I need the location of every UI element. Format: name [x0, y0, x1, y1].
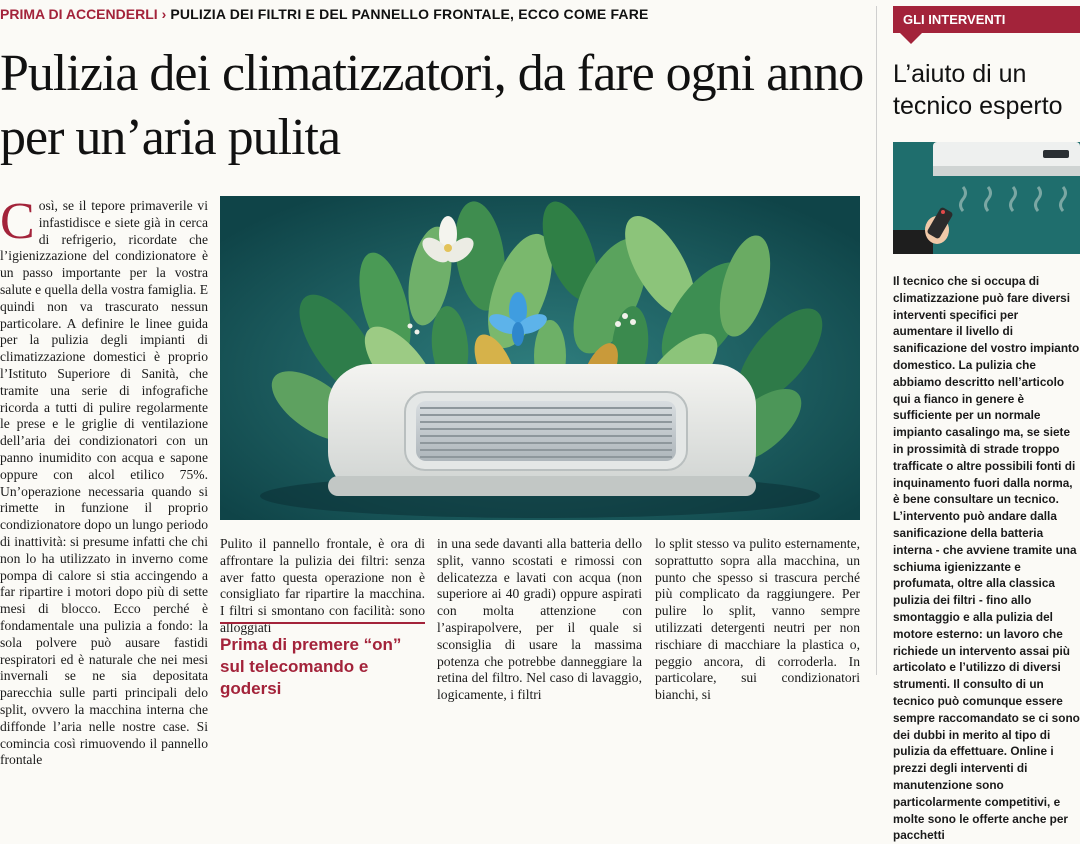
pull-quote: [220, 622, 425, 698]
section-label: PRIMA DI ACCENDERLI: [0, 6, 158, 22]
article-column-1: [0, 193, 208, 768]
chevron-right-icon: ›: [161, 6, 167, 22]
article-column-3: in una sede davanti alla batteria dello split, vanno scostati e rimossi con delicatezza e lavati con acqua (non superiore ai 40 gradi) oppure aspirati con molta attenzione con l’aspirapolvere, per il quale si sconsiglia di usare la massima potenza che potrebbe danneggiare la retina del filtro. Nel caso di lavaggio, logicamente, i filtri: [437, 536, 642, 703]
sidebar-body: Il tecnico che si occupa di climatizzazione può fare diversi interventi specifici per aumentare il livello di sanificazione del vostro impianto domestico. La pulizia che abbiamo descritto nell’articolo qui a fianco in genere è sufficiente per un normale impianto casalingo ma, se siete in prossimità di strade troppo trafficate o altre possibili fonti di inquinamento fuori dalla norma, è bene consultare un tecnico. L’intervento può andare dalla sanificazione della batteria interna - che avviene tramite una schiuma igienizzante e profumata, oltre alla classica pulizia dei filtri - fino allo smontaggio e alla pulizia del motore esterno: un lavoro che richiede un intervento assai più articolato e l’utilizzo di diversi strumenti. Il consulto di un tecnico può comunque essere sempre raccomandato se ci sono dei dubbi in merito al tipo di pulizia da effettuare. Online i prezzi degli interventi di manutenzione sono particolarmente competitivi, e molte sono le offerte anche per pacchetti: [893, 274, 1080, 843]
air-conditioner-plants-photo: [220, 196, 860, 520]
remote-control-ac-illustration: [893, 142, 1080, 254]
pull-quote-text: Prima di premere “on” sul telecomando e godersi: [220, 635, 402, 698]
sidebar-tag: GLI INTERVENTI: [893, 6, 1080, 33]
kicker: [0, 6, 860, 26]
article-column-4: lo split stesso va pulito esternamente, soprattutto sopra alla macchina, un punto che spesso si trascura perché più complicato da raggiungere. Per pulire lo split, vanno sempre utilizzati detergenti neutri per non rischiare di macchiare la plastica o, peggio ancora, di corroderla. In particolare, sui condizionatori bianchi, si: [655, 536, 860, 703]
sidebar-tag-notch: [900, 33, 922, 44]
column-divider: [876, 6, 877, 675]
sidebar-title: L’aiuto di un tecnico esperto: [893, 60, 1063, 120]
headline: Pulizia dei climatizzatori, da fare ogni anno per un’aria pulita: [0, 45, 864, 166]
column-1-text: osì, se il tepore primaverile vi infastidisce e siete già in cerca di refrigerio, ricordate che l’igienizzazione del condizionatore è un passo importante per la vostra salute e quella della vostra famiglia. E quindi non va trascurato nessun particolare. A definire le linee guida per la pulizia degli impianti di climatizzazione domestici è proprio l’Istituto Superiore di Sanità, che tramite una serie di infografiche ricorda a tutti di pulire regolarmente le prese e le griglie di ventilazione dell’aria dei condizionatori con un panno inumidito con acqua e sapone oppure con alcol etilico 75%. Un’operazione necessaria quando si rimette in funzione il proprio condizionatore dopo un lungo periodo di inattività: si presume infatti che chi non lo ha utilizzato in inverno come pompa di calore si stia accingendo a far ripartire i motori dopo più di sette mesi di blocco. Ecco perché è fondamentale una pulizia a fondo: la sola polvere può ausare fastidi respiratori ed è naturale che nei mesi invernali se ne sia depositata parecchia sulle parti principali delo split, ovvero la macchina interna che diffonde l’aria nelle nostre case. Si comincia così rimuovendo il pannello frontale: [0, 198, 208, 768]
article-column-2: Pulito il pannello frontale, è ora di affrontare la pulizia dei filtri: senza aver fatto questa operazione non è consigliato far ripartire la macchina. I filtri si smontano con facilità: sono alloggiati: [220, 536, 425, 635]
dropcap: C: [0, 193, 35, 250]
kicker-subtitle: PULIZIA DEI FILTRI E DEL PANNELLO FRONTALE, ECCO COME FARE: [170, 6, 649, 22]
